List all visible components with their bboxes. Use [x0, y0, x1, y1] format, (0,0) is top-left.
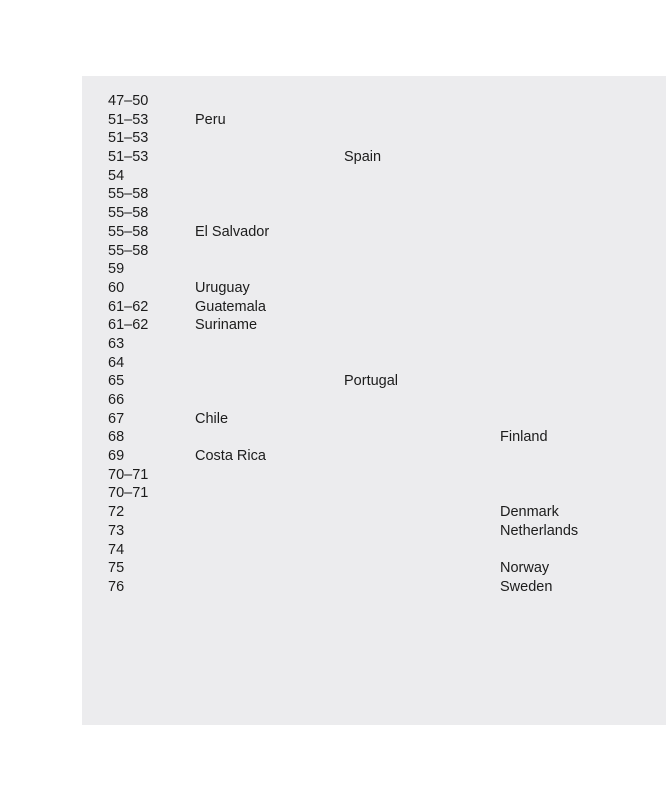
- country-cell-col2: Portugal: [344, 373, 399, 390]
- score-cell: 76: [108, 578, 125, 595]
- country-cell-col1: Suriname: [195, 317, 258, 334]
- table-row: [108, 316, 666, 335]
- table-row: [108, 522, 666, 541]
- table-row: [108, 260, 666, 279]
- score-table: [108, 92, 666, 597]
- table-row: [108, 92, 666, 111]
- score-cell: 67: [108, 410, 125, 427]
- country-cell-col3: Finland: [500, 429, 548, 446]
- table-row: [108, 503, 666, 522]
- country-cell-col1: Uruguay: [195, 279, 250, 296]
- table-row: [108, 223, 666, 242]
- table-row: [108, 148, 666, 167]
- table-row: [108, 111, 666, 130]
- country-cell-col3: Denmark: [500, 504, 559, 521]
- score-cell: 55–58: [108, 186, 149, 203]
- table-row: [108, 466, 666, 485]
- table-row: [108, 204, 666, 223]
- score-cell: 66: [108, 392, 125, 408]
- table-row: [108, 242, 666, 261]
- table-row: [108, 484, 666, 503]
- table-row: [108, 559, 666, 578]
- score-cell: 72: [108, 504, 125, 521]
- table-row: [108, 372, 666, 391]
- country-cell-col1: Peru: [195, 111, 226, 128]
- table-row: [108, 354, 666, 373]
- score-cell: 74: [108, 541, 125, 558]
- score-cell: 55–58: [108, 242, 149, 259]
- country-cell-col1: Chile: [195, 410, 229, 427]
- score-cell: 75: [108, 560, 125, 577]
- country-cell-col3: Netherlands: [500, 522, 579, 539]
- table-row: [108, 391, 666, 410]
- country-cell-col1: Costa Rica: [195, 448, 266, 465]
- score-cell: 55–58: [108, 223, 149, 240]
- score-cell: 55–58: [108, 205, 149, 222]
- country-cell-col2: Spain: [344, 149, 382, 166]
- score-cell: 51–53: [108, 130, 149, 147]
- country-cell-col3: Norway: [500, 560, 550, 577]
- score-cell: 59: [108, 261, 125, 278]
- table-row: [108, 185, 666, 204]
- score-cell: 51–53: [108, 111, 149, 128]
- table-row: [108, 428, 666, 447]
- score-cell: 65: [108, 373, 125, 390]
- score-cell: 64: [108, 354, 125, 371]
- table-row: [108, 410, 666, 429]
- score-cell: 47–50: [108, 93, 149, 109]
- table-row: [108, 335, 666, 354]
- score-cell: 61–62: [108, 317, 149, 334]
- score-cell: 70–71: [108, 485, 149, 502]
- score-cell: 68: [108, 429, 125, 446]
- score-cell: 63: [108, 335, 125, 352]
- score-cell: 69: [108, 448, 125, 465]
- table-row: [108, 279, 666, 298]
- score-cell: 60: [108, 279, 125, 296]
- score-cell: 61–62: [108, 298, 149, 315]
- table-row: [108, 167, 666, 186]
- country-cell-col3: Sweden: [500, 578, 553, 595]
- table-row: [108, 578, 666, 597]
- table-row: [108, 129, 666, 148]
- country-cell-col1: El Salvador: [195, 223, 270, 240]
- table-row: [108, 298, 666, 317]
- content-panel: [82, 76, 666, 725]
- score-cell: 54: [108, 167, 125, 184]
- score-cell: 73: [108, 522, 125, 539]
- table-row: [108, 541, 666, 560]
- country-cell-col1: Guatemala: [195, 298, 266, 315]
- score-cell: 51–53: [108, 149, 149, 166]
- score-cell: 70–71: [108, 466, 149, 483]
- table-row: [108, 447, 666, 466]
